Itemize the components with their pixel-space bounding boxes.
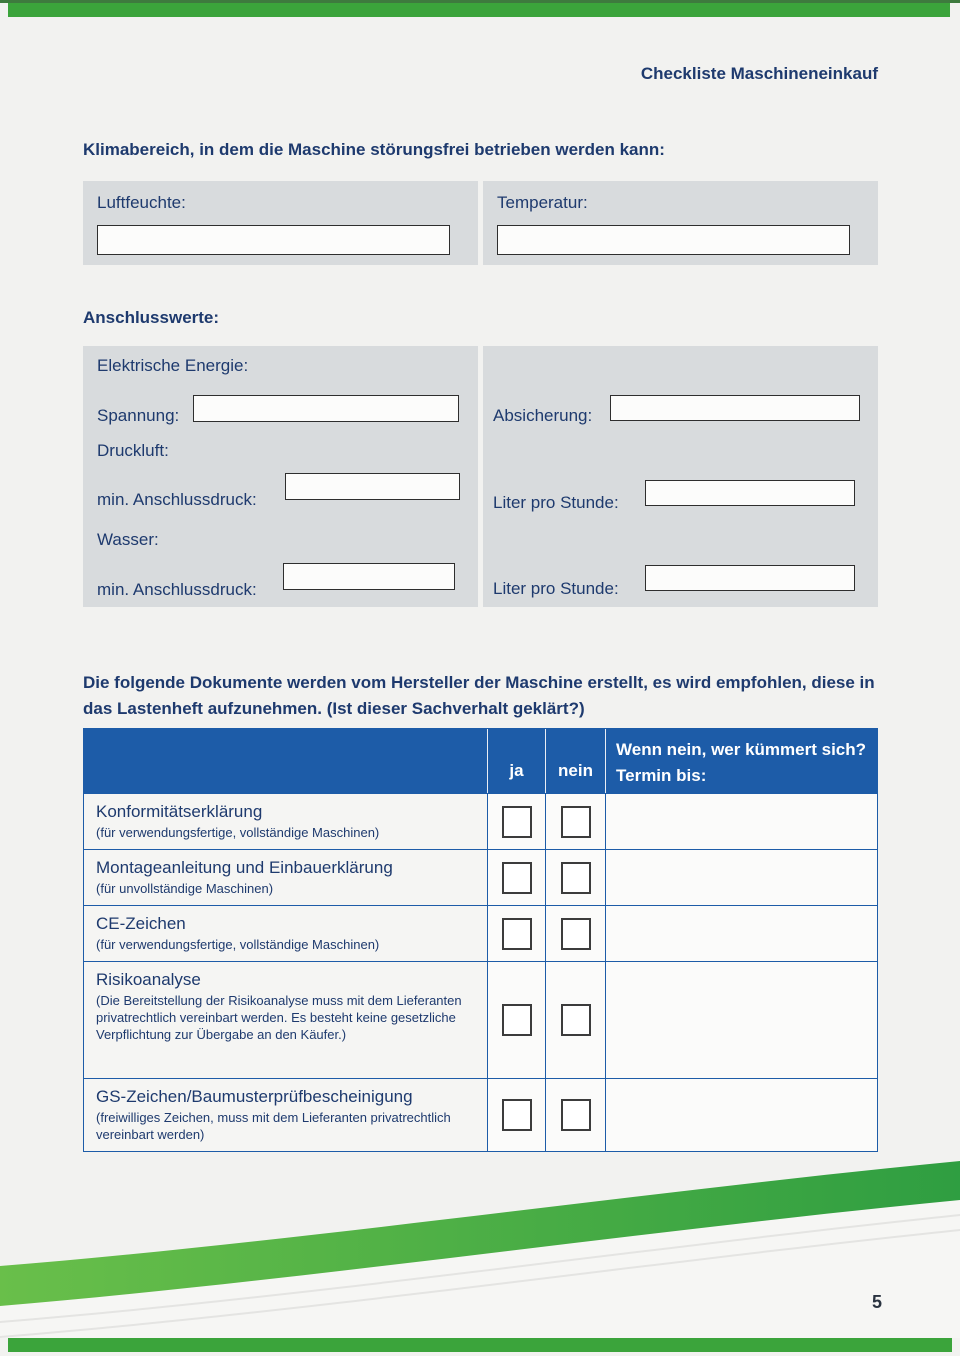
nein-cell xyxy=(546,905,606,961)
row-subtitle: (für unvollständige Maschinen) xyxy=(96,881,274,896)
page-title: Checkliste Maschineneinkauf xyxy=(640,64,878,83)
electric-heading: Elektrische Energie: xyxy=(97,356,249,375)
water-liters-label: Liter pro Stunde: xyxy=(493,579,619,598)
air-heading: Druckluft: xyxy=(97,441,169,460)
row-title: GS-Zeichen/Baumusterprüfbescheinigung xyxy=(96,1087,413,1106)
row4-answer-cell[interactable] xyxy=(606,961,877,1078)
top-green-bar xyxy=(8,3,950,17)
voltage-label: Spannung: xyxy=(97,406,180,425)
water-heading: Wasser: xyxy=(97,530,159,549)
air-pressure-input[interactable] xyxy=(285,473,460,500)
air-liters-input[interactable] xyxy=(645,480,855,506)
row-title: CE-Zeichen xyxy=(96,914,186,933)
air-min-pressure-label: min. Anschlussdruck: xyxy=(97,490,257,509)
table-header-empty xyxy=(84,729,488,793)
row2-nein-checkbox[interactable] xyxy=(561,862,591,894)
row1-answer-cell[interactable] xyxy=(606,793,877,849)
table-header-followup-line2: Termin bis: xyxy=(616,766,707,785)
water-liters-input[interactable] xyxy=(645,565,855,591)
row-subtitle: (für verwendungsfertige, vollständige Maschinen) xyxy=(96,825,380,840)
row4-ja-checkbox[interactable] xyxy=(502,1004,532,1036)
row4-nein-checkbox[interactable] xyxy=(561,1004,591,1036)
ja-cell xyxy=(488,961,546,1078)
row3-ja-checkbox[interactable] xyxy=(502,918,532,950)
air-liters-label: Liter pro Stunde: xyxy=(493,493,619,512)
connection-section-title: Anschlusswerte: xyxy=(83,308,220,327)
table-row xyxy=(84,961,488,1078)
row-title: Montageanleitung und Einbauerklärung xyxy=(96,858,393,877)
table-row xyxy=(84,849,488,905)
nein-cell xyxy=(546,849,606,905)
temperature-input[interactable] xyxy=(497,225,850,255)
row-title: Risikoanalyse xyxy=(96,970,201,989)
nein-cell xyxy=(546,793,606,849)
humidity-label: Luftfeuchte: xyxy=(97,193,186,212)
humidity-field-box xyxy=(83,181,478,265)
table-row xyxy=(84,1078,488,1151)
table-header-nein: nein xyxy=(546,729,606,793)
row-subtitle: (für verwendungsfertige, vollständige Maschinen) xyxy=(96,937,380,952)
temperature-label: Temperatur: xyxy=(497,193,588,212)
table-row xyxy=(84,793,488,849)
climate-fields xyxy=(83,181,878,265)
humidity-input[interactable] xyxy=(97,225,450,255)
ja-cell xyxy=(488,905,546,961)
documents-table xyxy=(83,728,878,1152)
row2-ja-checkbox[interactable] xyxy=(502,862,532,894)
water-min-pressure-label: min. Anschlussdruck: xyxy=(97,580,257,599)
table-header-followup-line1: Wenn nein, wer kümmert sich? xyxy=(616,740,867,759)
nein-cell xyxy=(546,1078,606,1151)
row1-nein-checkbox[interactable] xyxy=(561,806,591,838)
ja-cell xyxy=(488,793,546,849)
row1-ja-checkbox[interactable] xyxy=(502,806,532,838)
connection-panel xyxy=(83,346,878,607)
fuse-label: Absicherung: xyxy=(493,406,593,425)
row3-nein-checkbox[interactable] xyxy=(561,918,591,950)
row2-answer-cell[interactable] xyxy=(606,849,877,905)
page-number: 5 xyxy=(871,1292,882,1312)
row-subtitle: (freiwilliges Zeichen, muss mit dem Lieferanten privatrechtlich vereinbart werden) xyxy=(96,1110,451,1142)
row5-answer-cell[interactable] xyxy=(606,1078,877,1151)
ja-cell xyxy=(488,849,546,905)
row3-answer-cell[interactable] xyxy=(606,905,877,961)
table-header-ja: ja xyxy=(488,729,546,793)
table-header-followup xyxy=(606,729,877,793)
nein-cell xyxy=(546,961,606,1078)
fuse-input[interactable] xyxy=(610,395,860,421)
ja-cell xyxy=(488,1078,546,1151)
climate-section-title: Klimabereich, in dem die Maschine störungsfrei betrieben werden kann: xyxy=(83,140,665,159)
row5-ja-checkbox[interactable] xyxy=(502,1099,532,1131)
documents-intro: Die folgende Dokumente werden vom Hersteller der Maschine erstellt, es wird empfohlen, diese in das Lastenheft aufzunehmen. (Ist dieser Sachverhalt geklärt?) xyxy=(83,673,875,718)
footer-swoosh-graphic xyxy=(0,1146,960,1356)
temperature-field-box xyxy=(483,181,878,265)
water-pressure-input[interactable] xyxy=(283,563,455,590)
row5-nein-checkbox[interactable] xyxy=(561,1099,591,1131)
bottom-green-bar xyxy=(8,1338,952,1352)
table-row xyxy=(84,905,488,961)
voltage-input[interactable] xyxy=(193,395,459,422)
row-subtitle: (Die Bereitstellung der Risikoanalyse muss mit dem Lieferanten privatrechtlich vereinbart werden. Es besteht keine gesetzliche Verpflichtung zur Übergabe an den Käufer.) xyxy=(96,993,462,1042)
row-title: Konformitätserklärung xyxy=(96,802,263,821)
